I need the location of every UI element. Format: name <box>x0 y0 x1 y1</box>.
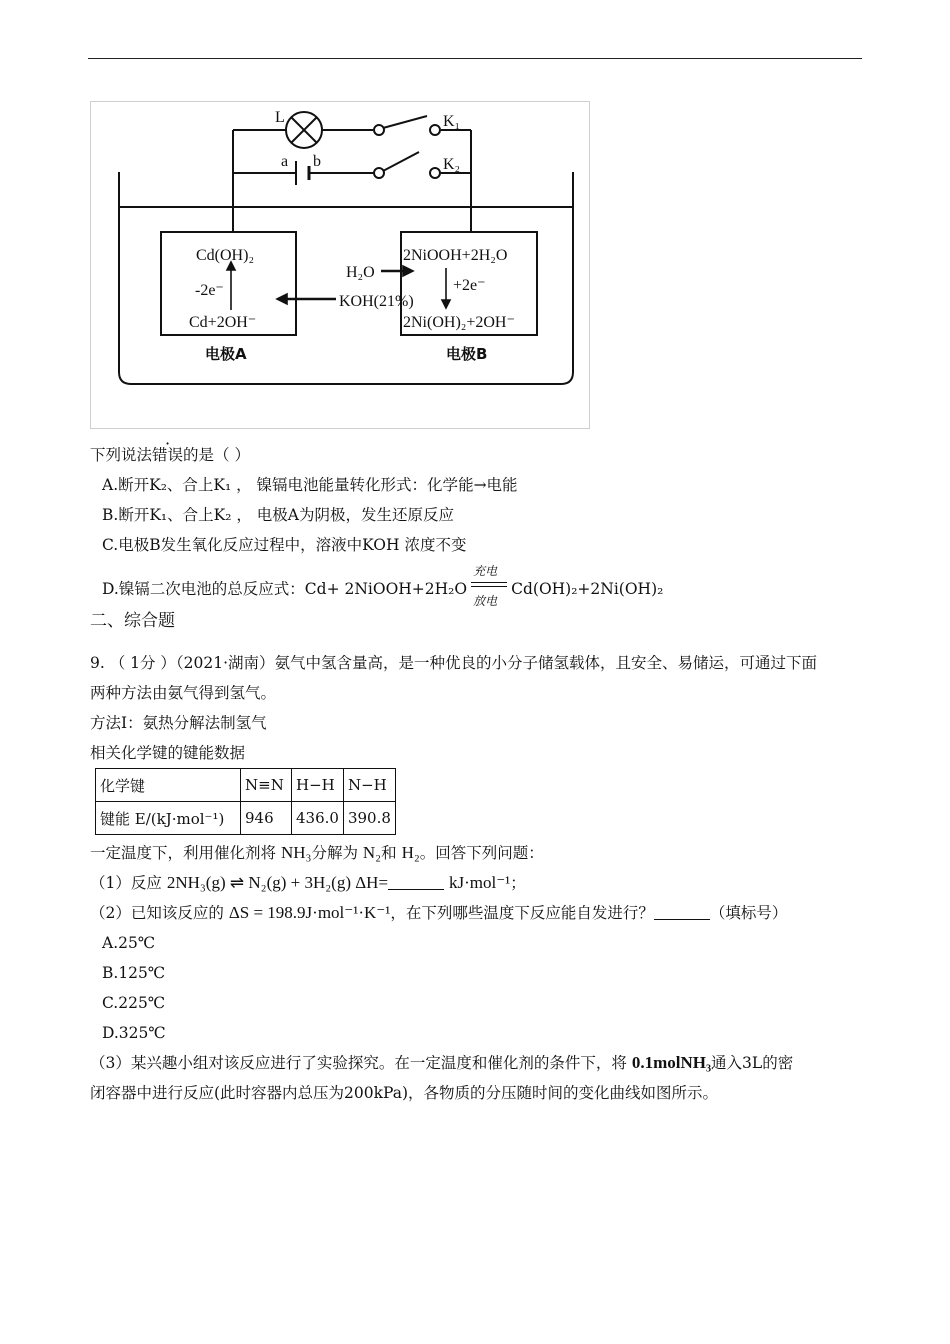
electrode-b-top: 2NiOOH+2H₂O <box>403 247 508 264</box>
table-cell: 390.8 <box>343 802 395 835</box>
pole-b-label: b <box>313 153 321 170</box>
electrode-b-label: 电极B <box>446 345 488 363</box>
pole-a-label: a <box>281 153 289 170</box>
q9-sub3-line-1: （3）某兴趣小组对该反应进行了实验探究。在一定温度和催化剂的条件下，将 0.1molNH₃通入3L的密 <box>90 1053 794 1072</box>
q9-method: 方法Ⅰ：氨热分解法制氢气 <box>90 714 267 732</box>
q9-line-2: 两种方法由氨气得到氢气。 <box>90 684 277 702</box>
q8-option-a: A.断开K₂、合上K₁ ， 镍镉电池能量转化形式：化学能→电能 <box>102 476 518 494</box>
q9-sub3-line-2: 闭容器中进行反应(此时容器内总压为200kPa)，各物质的分压随时间的变化曲线如图所示。 <box>90 1084 719 1102</box>
q8-option-c: C.电极B发生氧化反应过程中，溶液中KOH 浓度不变 <box>102 536 467 554</box>
bond-energy-table <box>95 768 396 835</box>
electrode-b-electrons: +2e⁻ <box>453 277 486 294</box>
answer-blank[interactable] <box>388 875 444 890</box>
table-cell: 436.0 <box>292 802 344 835</box>
q9-sub1: （1）反应 2NH₃(g) ⇌ N₂(g) + 3H₂(g) ΔH= kJ·mol⁻¹； <box>90 873 526 892</box>
temp-option-a: A.25℃ <box>102 934 156 952</box>
electrode-a-top: Cd(OH)₂ <box>196 247 255 264</box>
q8-option-b: B.断开K₁、合上K₂ ， 电极A为阴极，发生还原反应 <box>102 506 454 524</box>
battery-cell-icon <box>296 161 309 185</box>
header-rule <box>88 58 862 59</box>
water-label: H₂O <box>346 264 375 281</box>
table-cell: N≡N <box>241 769 292 802</box>
reversible-arrow-icon: 充电 放电 <box>469 574 509 596</box>
table-row <box>96 802 396 835</box>
electrode-b-bottom: 2Ni(OH)₂+2OH⁻ <box>403 314 515 331</box>
table-cell: 946 <box>241 802 292 835</box>
table-cell: 键能 E/(kJ·mol⁻¹) <box>96 802 241 835</box>
electrode-a-electrons: -2e⁻ <box>195 282 224 299</box>
answer-blank[interactable] <box>654 905 710 920</box>
battery-circuit-figure <box>90 101 590 429</box>
q9-line-1: 9. （ 1分 ）（2021·湖南）氨气中氢含量高，是一种优良的小分子储氢载体，且安全、易储运，可通过下面 <box>90 654 818 672</box>
q8-option-d: D.镍镉二次电池的总反应式：Cd+ 2NiOOH+2H₂O 充电 放电 Cd(OH)₂+2Ni(OH)₂ <box>102 564 664 608</box>
temp-option-b: B.125℃ <box>102 964 166 982</box>
temp-option-c: C.225℃ <box>102 994 166 1012</box>
table-cell: H−H <box>292 769 344 802</box>
k2-label: K₂ <box>443 156 461 173</box>
q9-intro: 一定温度下，利用催化剂将 NH₃分解为 N₂和 H₂。回答下列问题： <box>90 843 544 862</box>
q8-stem: 下列说法错误的是（ ） <box>90 446 250 464</box>
emphasis-dots: 错误 <box>152 446 184 464</box>
switch-k2-icon <box>374 152 440 178</box>
k1-label: K₁ <box>443 113 461 130</box>
electrode-a-bottom: Cd+2OH⁻ <box>189 314 257 331</box>
circuit-diagram <box>91 102 591 430</box>
lamp-label: L <box>275 109 285 126</box>
q9-table-caption: 相关化学键的键能数据 <box>90 744 246 762</box>
table-cell: 化学键 <box>96 769 241 802</box>
switch-k1-icon <box>374 116 440 135</box>
lamp-icon <box>286 112 322 148</box>
section-title: 二、综合题 <box>90 611 175 631</box>
table-header-row <box>96 769 396 802</box>
koh-label: KOH(21%) <box>339 293 414 310</box>
electrode-a-label: 电极A <box>205 345 247 363</box>
temp-option-d: D.325℃ <box>102 1024 166 1042</box>
table-cell: N−H <box>343 769 395 802</box>
q9-sub2: （2）已知该反应的 ΔS = 198.9J·mol⁻¹·K⁻¹，在下列哪些温度下反应能自发进行？ （填标号） <box>90 903 788 922</box>
